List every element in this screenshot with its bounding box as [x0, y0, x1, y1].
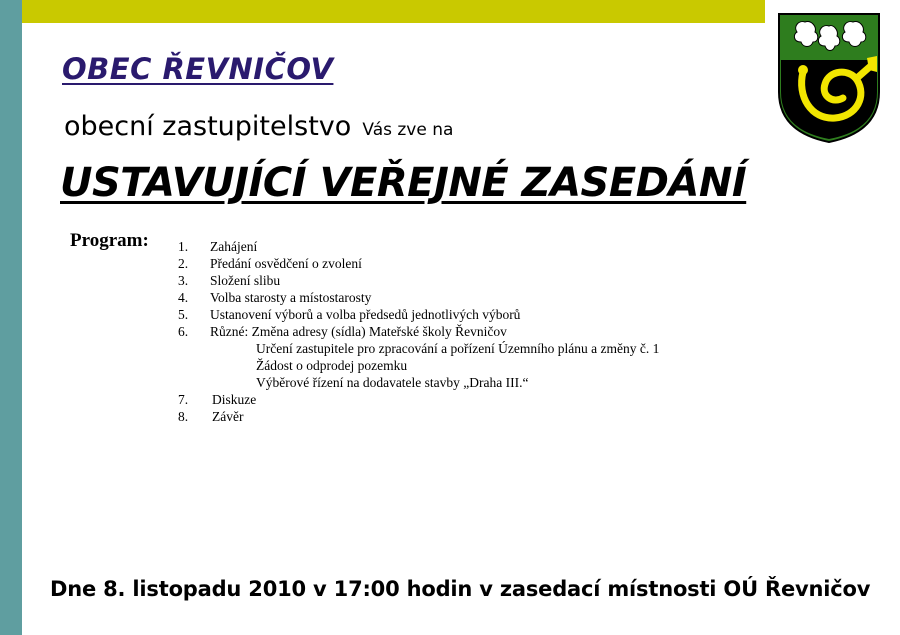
invite-label: Vás zve na	[362, 120, 454, 140]
agenda-item	[178, 238, 659, 255]
agenda-text: Předání osvědčení o zvolení	[210, 256, 362, 271]
agenda-subitem: Žádost o odprodej pozemku	[256, 358, 408, 373]
agenda-text: Ustanovení výborů a volba předsedů jednotlivých výborů	[210, 307, 521, 322]
agenda-number: 2.	[178, 256, 189, 271]
agenda-text: Zahájení	[210, 239, 258, 254]
agenda-item	[178, 323, 659, 340]
agenda-subitem: Výběrové řízení na dodavatele stavby „Draha III.“	[256, 375, 529, 390]
meeting-info	[50, 577, 870, 601]
agenda-number: 1.	[178, 239, 189, 254]
council-label: obecní zastupitelstvo	[64, 111, 352, 142]
agenda-text: Složení slibu	[210, 273, 281, 288]
coat-of-arms-icon	[777, 12, 881, 144]
agenda-number: 3.	[178, 273, 189, 288]
agenda-number: 8.	[178, 409, 189, 424]
agenda-number: 7.	[178, 392, 189, 407]
agenda-text: Různé: Změna adresy (sídla) Mateřské školy Řevničov	[210, 324, 507, 339]
agenda-item	[178, 391, 659, 408]
agenda-item	[178, 255, 659, 272]
top-accent-bar	[22, 0, 765, 23]
agenda-item	[178, 408, 659, 425]
agenda-text: Závěr	[212, 409, 244, 424]
agenda-number: 5.	[178, 307, 189, 322]
agenda-list	[178, 238, 659, 425]
agenda-item	[178, 306, 659, 323]
meeting-date-text: Dne 8. listopadu 2010 v 17:00 hodin v zasedací místnosti	[50, 577, 724, 601]
org-title: OBEC ŘEVNIČOV	[62, 52, 334, 86]
agenda-number: 6.	[178, 324, 189, 339]
program-label: Program:	[70, 230, 149, 251]
subtitle-line	[64, 111, 453, 142]
agenda-text: Diskuze	[212, 392, 257, 407]
agenda-item	[178, 289, 659, 306]
agenda-subitem: Určení zastupitele pro zpracování a pořízení Územního plánu a změny č. 1	[256, 341, 660, 356]
agenda-item	[178, 272, 659, 289]
event-title: USTAVUJÍCÍ VEŘEJNÉ ZASEDÁNÍ	[60, 160, 747, 206]
agenda-text: Volba starosty a místostarosty	[210, 290, 372, 305]
left-accent-bar	[0, 0, 22, 635]
meeting-place: OÚ Řevničov	[723, 577, 871, 601]
agenda-number: 4.	[178, 290, 189, 305]
